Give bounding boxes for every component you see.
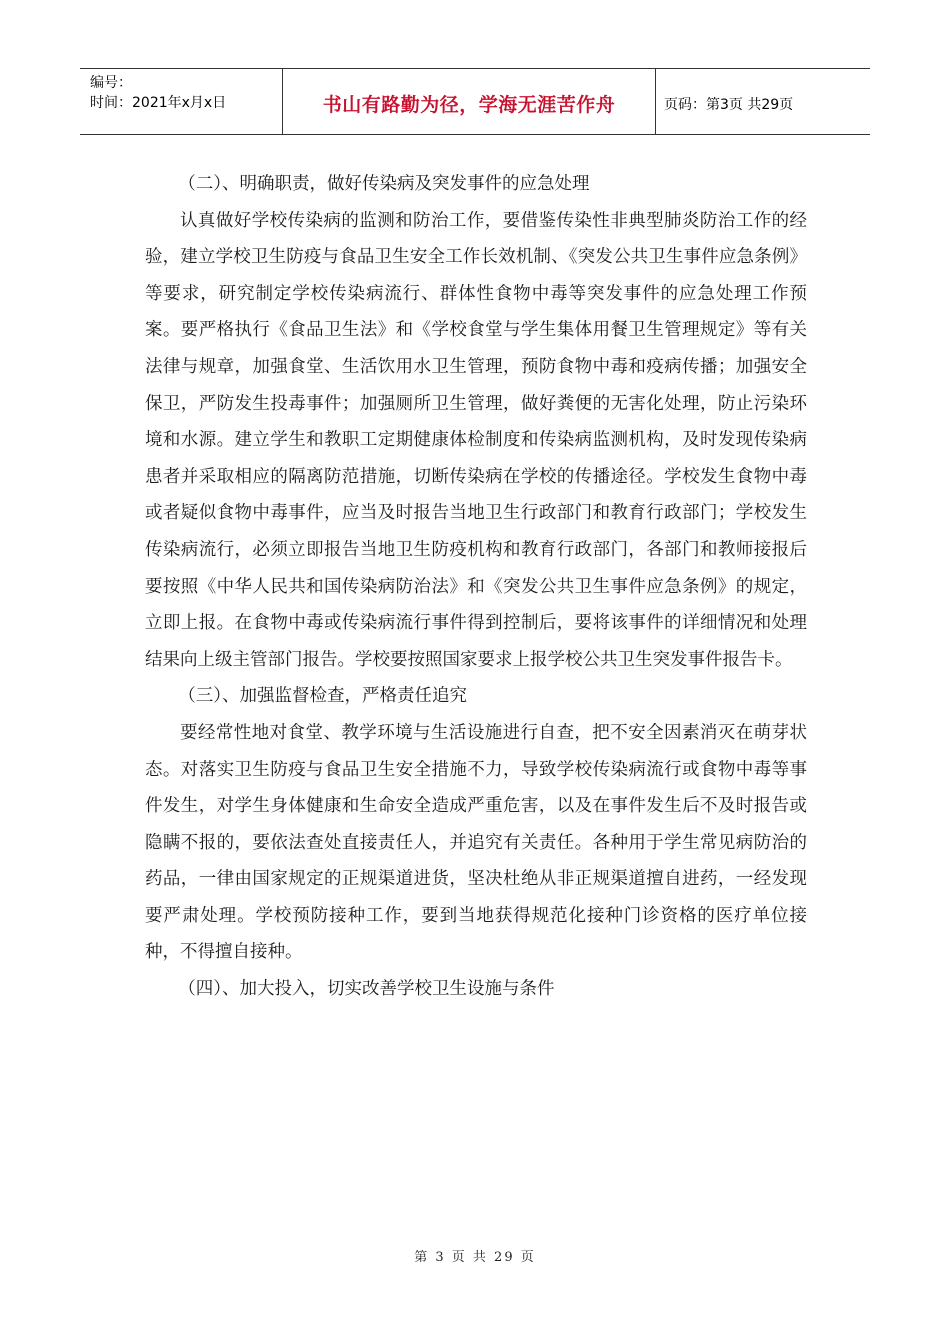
number-label: 编号： [90,75,132,91]
section-paragraph-3: 要经常性地对食堂、教学环境与生活设施进行自查，把不安全因素消灭在萌芽状态。对落实卫生防疫与食品卫生安全措施不力，导致学校传染病流行或食物中毒等事件发生，对学生身体健康和生命安全造成严重危害，以及在事件发生后不及时报告或隐瞒不报的，要依法查处直接责任人，并追究有关责任。各种用于学生常见病防治的药品，一律由国家规定的正规渠道进货，坚决杜绝从非正规渠道擅自进药，一经发现要严肃处理。学校预防接种工作，要到当地获得规范化接种门诊资格的医疗单位接种，不得擅自接种。 [145,722,807,963]
section-heading-2: （二）、明确职责，做好传染病及突发事件的应急处理 [178,174,590,194]
motto-text: 书山有路勤为径，学海无涯苦作舟 [322,94,616,116]
document-body [145,166,807,1008]
section-heading-3: （三）、加强监督检查，严格责任追究 [178,686,467,707]
header-motto-cell [283,69,656,134]
header-meta [80,69,283,134]
section-heading-4: （四）、加大投入，切实改善学校卫生设施与条件 [178,979,555,1000]
document-header [80,68,870,135]
header-page-cell [656,69,870,134]
page-footer: 第 3 页 共 29 页 [414,1250,536,1265]
time-label: 时间：2021年x月x日 [90,95,227,111]
page-info: 页码：第3页 共29页 [664,96,794,113]
section-paragraph-2: 认真做好学校传染病的监测和防治工作，要借鉴传染性非典型肺炎防治工作的经验，建立学校卫生防疫与食品卫生安全工作长效机制、《突发公共卫生事件应急条例》等要求，研究制定学校传染病流行、群体性食物中毒等突发事件的应急处理工作预案。要严格执行《食品卫生法》和《学校食堂与学生集体用餐卫生管理规定》等有关法律与规章，加强食堂、生活饮用水卫生管理，预防食物中毒和疫病传播；加强安全保卫，严防发生投毒事件；加强厕所卫生管理，做好粪便的无害化处理，防止污染环境和水源。建立学生和教职工定期健康体检制度和传染病监测机构，及时发现传染病患者并采取相应的隔离防范措施，切断传染病在学校的传播途径。学校发生食物中毒或者疑似食物中毒事件，应当及时报告当地卫生行政部门和教育行政部门；学校发生传染病流行，必须立即报告当地卫生防疫机构和教育行政部门，各部门和教师接报后要按照《中华人民共和国传染病防治法》和《突发公共卫生事件应急条例》的规定，立即上报。在食物中毒或传染病流行事件得到控制后，要将该事件的详细情况和处理结果向上级主管部门报告。学校要按照国家要求上报学校公共卫生突发事件报告卡。 [145,210,807,670]
